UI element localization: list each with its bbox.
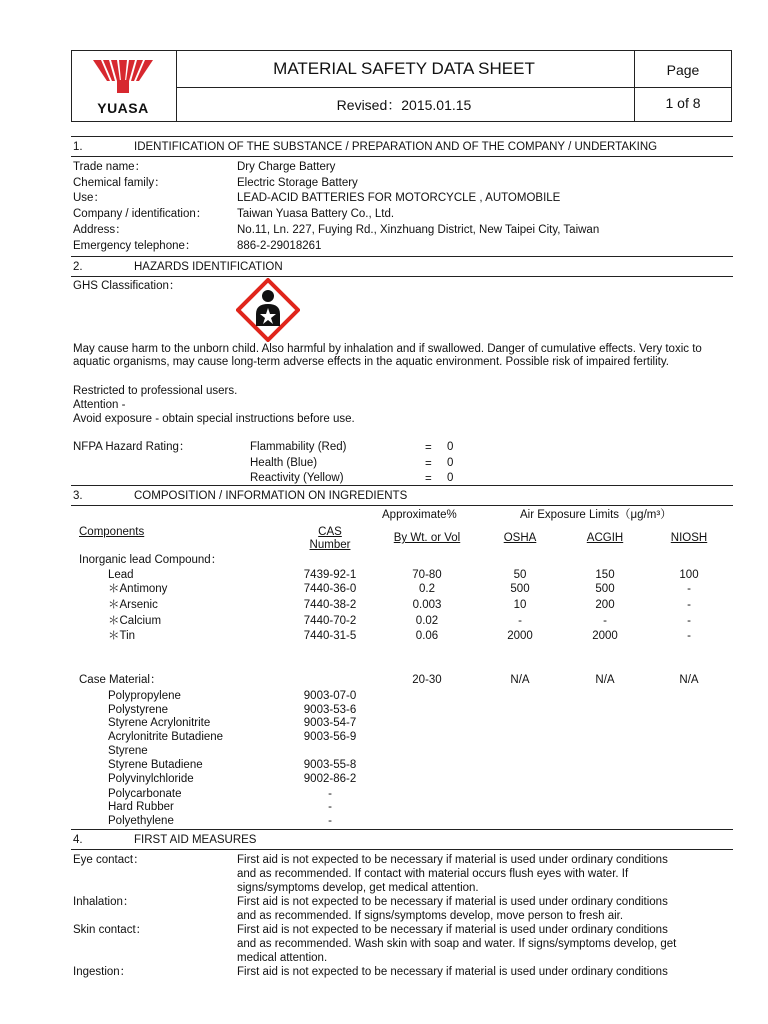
skin-contact-text: and as recommended. Wash skin with soap and water. If signs/symptoms develop, get xyxy=(237,938,677,950)
case-item-name: Styrene Acrylonitrite xyxy=(108,717,211,729)
case-item-name: Polyvinylchloride xyxy=(108,773,194,785)
niosh-value: - xyxy=(687,630,691,642)
eye-contact-text: and as recommended. If contact with material occurs flush eyes with water. If xyxy=(237,868,629,880)
niosh-value: - xyxy=(687,615,691,627)
company-label: Company / identification： xyxy=(73,208,208,220)
skin-contact-label: Skin contact： xyxy=(73,924,148,936)
nfpa-label: NFPA Hazard Rating： xyxy=(73,441,191,453)
case-niosh: N/A xyxy=(679,674,699,686)
trade-name-label: Trade name： xyxy=(73,161,147,173)
case-item-name: Polystyrene xyxy=(108,704,169,716)
document-title: MATERIAL SAFETY DATA SHEET xyxy=(273,59,535,78)
use-value: LEAD-ACID BATTERIES FOR MOTORCYCLE , AUTOMOBILE xyxy=(237,192,561,204)
acgih-value: 200 xyxy=(595,599,615,611)
osha-value: 2000 xyxy=(507,630,533,642)
ingestion-text: First aid is not expected to be necessary if material is used under ordinary conditions xyxy=(237,966,668,978)
case-material-label: Case Material： xyxy=(79,674,162,686)
case-item-name: Polypropylene xyxy=(108,690,181,702)
case-item-cas: 9003-55-8 xyxy=(303,759,357,771)
section-4-number: 4. xyxy=(73,834,83,846)
address-label: Address： xyxy=(73,224,127,236)
case-osha: N/A xyxy=(510,674,530,686)
use-label: Use： xyxy=(73,192,105,204)
percent: 0.2 xyxy=(419,583,435,595)
cas-number: 7439-92-1 xyxy=(303,569,357,581)
niosh-value: - xyxy=(687,599,691,611)
skin-contact-text: First aid is not expected to be necessary if material is used under ordinary conditions xyxy=(237,924,668,936)
niosh-header: NIOSH xyxy=(670,532,708,544)
component-name: Lead xyxy=(108,569,134,581)
eye-contact-label: Eye contact： xyxy=(73,854,145,866)
yuasa-logo-icon xyxy=(88,57,158,97)
revision-date: Revised：2015.01.15 xyxy=(336,97,472,113)
address-value: No.11, Ln. 227, Fuying Rd., Xinzhuang District, New Taipei City, Taiwan xyxy=(237,224,600,236)
percent: 0.003 xyxy=(412,599,442,611)
nfpa-reactivity-value: 0 xyxy=(447,472,454,484)
case-item-cas: 9003-53-6 xyxy=(303,704,357,716)
section-2-number: 2. xyxy=(73,261,83,273)
case-percent: 20-30 xyxy=(412,674,442,686)
ingestion-label: Ingestion： xyxy=(73,966,132,978)
air-exposure-header: Air Exposure Limits（μg/m³） xyxy=(520,509,672,521)
avoid-exposure-note: Avoid exposure - obtain special instructions before use. xyxy=(73,413,355,425)
acgih-value: 500 xyxy=(595,583,615,595)
case-item-name: Polyethylene xyxy=(108,815,174,827)
restricted-use-note: Restricted to professional users. xyxy=(73,385,238,397)
component-name: ＊Arsenic xyxy=(108,599,158,611)
case-item-name: Acrylonitrite Butadiene xyxy=(108,731,224,743)
hazard-statement: May cause harm to the unborn child. Also harmful by inhalation and if swallowed. Danger of cumulative effects. Very toxic to aquatic organisms, may cause long-term adverse effects in the aquatic environment. Possible risk of impaired fertility. xyxy=(73,343,702,368)
eye-contact-text: First aid is not expected to be necessary if material is used under ordinary conditions xyxy=(237,854,668,866)
inhalation-text: First aid is not expected to be necessary if material is used under ordinary conditions xyxy=(237,896,668,908)
section-3-number: 3. xyxy=(73,490,83,502)
nfpa-flammability-value: 0 xyxy=(447,441,454,453)
acgih-value: 150 xyxy=(595,569,615,581)
cas-number: 7440-38-2 xyxy=(303,599,357,611)
nfpa-flammability-label: Flammability (Red) xyxy=(250,441,347,453)
nfpa-eq: = xyxy=(425,458,432,470)
niosh-value: - xyxy=(687,583,691,595)
case-item-name: Styrene xyxy=(108,745,148,757)
case-item-name: Styrene Butadiene xyxy=(108,759,203,771)
attention-label: Attention - xyxy=(73,399,126,411)
components-header: Components xyxy=(79,526,145,538)
osha-header: OSHA xyxy=(503,532,537,544)
inhalation-text: and as recommended. If signs/symptoms develop, move person to fresh air. xyxy=(237,910,624,922)
cas-number: 7440-31-5 xyxy=(303,630,357,642)
case-item-cas: 9003-07-0 xyxy=(303,690,357,702)
percent: 70-80 xyxy=(412,569,442,581)
cas-number: 7440-70-2 xyxy=(303,615,357,627)
cas-header-1: CAS xyxy=(318,526,342,538)
osha-value: - xyxy=(518,615,522,627)
page-number: 1 of 8 xyxy=(665,95,701,111)
case-item-cas: - xyxy=(328,788,332,800)
section-2-title: HAZARDS IDENTIFICATION xyxy=(134,261,283,273)
nfpa-eq: = xyxy=(425,473,432,485)
case-acgih: N/A xyxy=(595,674,615,686)
emergency-phone-value: 886-2-29018261 xyxy=(237,240,322,252)
cas-number: 7440-36-0 xyxy=(303,583,357,595)
emergency-phone-label: Emergency telephone： xyxy=(73,240,197,252)
brand-name: YUASA xyxy=(97,100,149,116)
case-item-cas: 9002-86-2 xyxy=(303,773,357,785)
ghs-classification-label: GHS Classification： xyxy=(73,280,181,292)
trade-name-value: Dry Charge Battery xyxy=(237,161,336,173)
case-item-cas: - xyxy=(328,815,332,827)
percent: 0.02 xyxy=(415,615,439,627)
nfpa-health-value: 0 xyxy=(447,457,454,469)
component-name: ＊Tin xyxy=(108,630,136,642)
health-hazard-icon xyxy=(236,278,300,342)
company-value: Taiwan Yuasa Battery Co., Ltd. xyxy=(237,208,395,220)
acgih-value: 2000 xyxy=(592,630,618,642)
inhalation-label: Inhalation： xyxy=(73,896,135,908)
acgih-value: - xyxy=(603,615,607,627)
acgih-header: ACGIH xyxy=(586,532,624,544)
niosh-value: 100 xyxy=(679,569,699,581)
section-1-title: IDENTIFICATION OF THE SUBSTANCE / PREPARATION AND OF THE COMPANY / UNDERTAKING xyxy=(134,141,658,153)
osha-value: 50 xyxy=(513,569,527,581)
approximate-header: Approximate% xyxy=(382,509,457,521)
case-item-name: Hard Rubber xyxy=(108,801,174,813)
nfpa-health-label: Health (Blue) xyxy=(250,457,318,469)
osha-value: 500 xyxy=(510,583,530,595)
inorganic-label: Inorganic lead Compound： xyxy=(79,554,223,566)
component-name: ＊Calcium xyxy=(108,615,162,627)
section-4-title: FIRST AID MEASURES xyxy=(134,834,257,846)
skin-contact-text: medical attention. xyxy=(237,952,328,964)
chemical-family-value: Electric Storage Battery xyxy=(237,177,358,189)
osha-value: 10 xyxy=(513,599,527,611)
case-item-cas: 9003-56-9 xyxy=(303,731,357,743)
page-label: Page xyxy=(666,62,700,78)
case-item-name: Polycarbonate xyxy=(108,788,182,800)
case-item-cas: 9003-54-7 xyxy=(303,717,357,729)
eye-contact-text: signs/symptoms develop, get medical attention. xyxy=(237,882,479,894)
section-1-number: 1. xyxy=(73,141,83,153)
nfpa-reactivity-label: Reactivity (Yellow) xyxy=(250,472,344,484)
component-name: ＊Antimony xyxy=(108,583,168,595)
case-item-cas: - xyxy=(328,801,332,813)
cas-header-2: Number xyxy=(309,539,351,551)
nfpa-eq: = xyxy=(425,442,432,454)
percent: 0.06 xyxy=(415,630,439,642)
chemical-family-label: Chemical family： xyxy=(73,177,166,189)
by-wt-header: By Wt. or Vol xyxy=(393,532,461,544)
section-3-title: COMPOSITION / INFORMATION ON INGREDIENTS xyxy=(134,490,408,502)
